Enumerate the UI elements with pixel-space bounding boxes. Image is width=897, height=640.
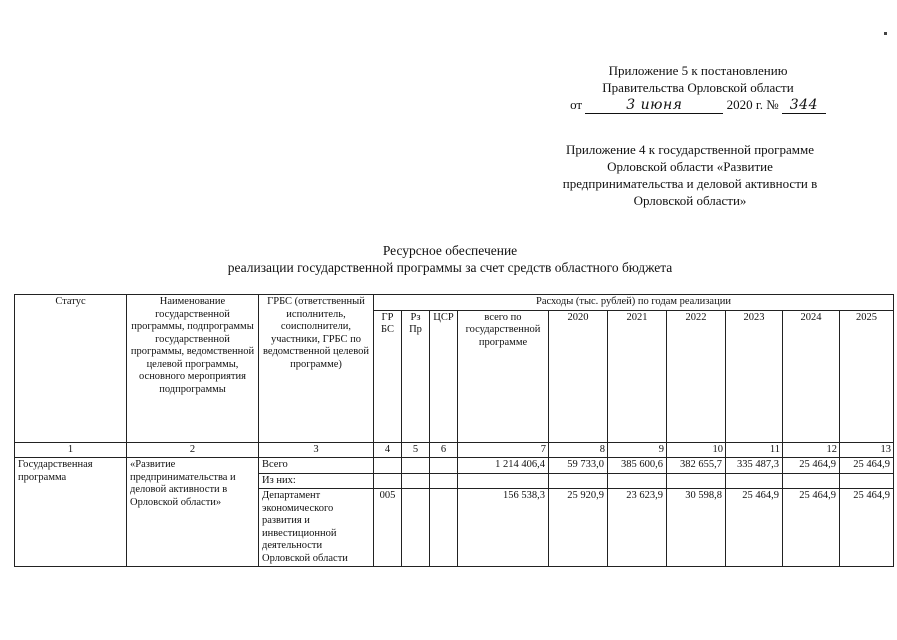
row-program-name: «Развитие предпринимательства и деловой активности в Орловской области» [127,458,259,567]
row-csr [430,489,458,567]
column-number: 12 [783,442,840,458]
row-value-2020 [549,473,608,489]
row-csr [430,473,458,489]
appendix-5-line2: Правительства Орловской области [602,80,794,95]
document-title [150,242,750,276]
header-status: Статус [15,295,127,443]
header-total: всего по государственной программе [458,310,549,442]
date-prefix: от [570,97,583,112]
row-value-2021 [608,473,667,489]
column-number: 2 [127,442,259,458]
row-value-2025: 25 464,9 [840,458,894,474]
appendix-5-header [548,62,848,114]
row-grbs-code [374,458,402,474]
column-number: 11 [726,442,783,458]
header-year-2024: 2024 [783,310,840,442]
row-grbs: Из них: [259,473,374,489]
row-value-2022 [667,473,726,489]
row-grbs: Департамент экономического развития и инвестиционной деятельности Орловской области [259,489,374,567]
row-grbs: Всего [259,458,374,474]
header-csr: ЦСР [430,310,458,442]
handwritten-number: 344 [782,98,826,114]
row-value-2023: 25 464,9 [726,489,783,567]
header-year-2021: 2021 [608,310,667,442]
column-number: 1 [15,442,127,458]
row-total [458,473,549,489]
header-grbs-code: ГР БС [374,310,402,442]
column-number: 9 [608,442,667,458]
row-status: Государственная программа [15,458,127,567]
title-line1: Ресурсное обеспечение [382,243,518,258]
row-value-2025 [840,473,894,489]
appendix-4-line2: Орловской области «Развитие [607,159,773,174]
row-rzpr [402,458,430,474]
column-number: 5 [402,442,430,458]
row-value-2022: 30 598,8 [667,489,726,567]
row-total: 1 214 406,4 [458,458,549,474]
title-line2: реализации государственной программы за счет средств областного бюджета [227,260,673,275]
column-number: 13 [840,442,894,458]
column-number: 4 [374,442,402,458]
header-name: Наименование государственной программы, подпрограммы государственной программы, ведомственной целевой программы, основного мероприятия подпрограммы [127,295,259,443]
header-year-2023: 2023 [726,310,783,442]
header-year-2025: 2025 [840,310,894,442]
resource-table [14,294,894,567]
appendix-4-line4: Орловской области» [633,193,747,208]
header-year-2022: 2022 [667,310,726,442]
scan-speck [884,32,887,35]
column-number: 6 [430,442,458,458]
row-value-2023: 335 487,3 [726,458,783,474]
row-value-2023 [726,473,783,489]
row-value-2024 [783,473,840,489]
appendix-4-line1: Приложение 4 к государственной программе [565,142,815,157]
appendix-4-line3: предпринимательства и деловой активности в [562,176,818,191]
row-value-2020: 59 733,0 [549,458,608,474]
row-rzpr [402,489,430,567]
row-total: 156 538,3 [458,489,549,567]
row-grbs-code [374,473,402,489]
appendix-5-date-line [548,96,848,114]
header-rzpr: Рз Пр [402,310,430,442]
header-row-1 [15,295,894,311]
appendix-4-header [520,141,860,209]
column-number: 8 [549,442,608,458]
header-expenses: Расходы (тыс. рублей) по годам реализации [374,295,894,311]
column-number: 10 [667,442,726,458]
row-value-2021: 23 623,9 [608,489,667,567]
row-value-2022: 382 655,7 [667,458,726,474]
header-year-2020: 2020 [549,310,608,442]
row-value-2024: 25 464,9 [783,458,840,474]
year-number-label: 2020 г. № [726,97,779,112]
appendix-5-line1: Приложение 5 к постановлению [608,63,788,78]
handwritten-date: 3 июня [585,98,723,114]
table-row-total [15,458,894,474]
row-value-2021: 385 600,6 [608,458,667,474]
column-number-row [15,442,894,458]
row-rzpr [402,473,430,489]
column-number: 3 [259,442,374,458]
row-value-2024: 25 464,9 [783,489,840,567]
row-value-2025: 25 464,9 [840,489,894,567]
row-grbs-code: 005 [374,489,402,567]
column-number: 7 [458,442,549,458]
row-value-2020: 25 920,9 [549,489,608,567]
header-grbs: ГРБС (ответственный исполнитель, соисполнители, участники, ГРБС по ведомственной целевой программе) [259,295,374,443]
row-csr [430,458,458,474]
